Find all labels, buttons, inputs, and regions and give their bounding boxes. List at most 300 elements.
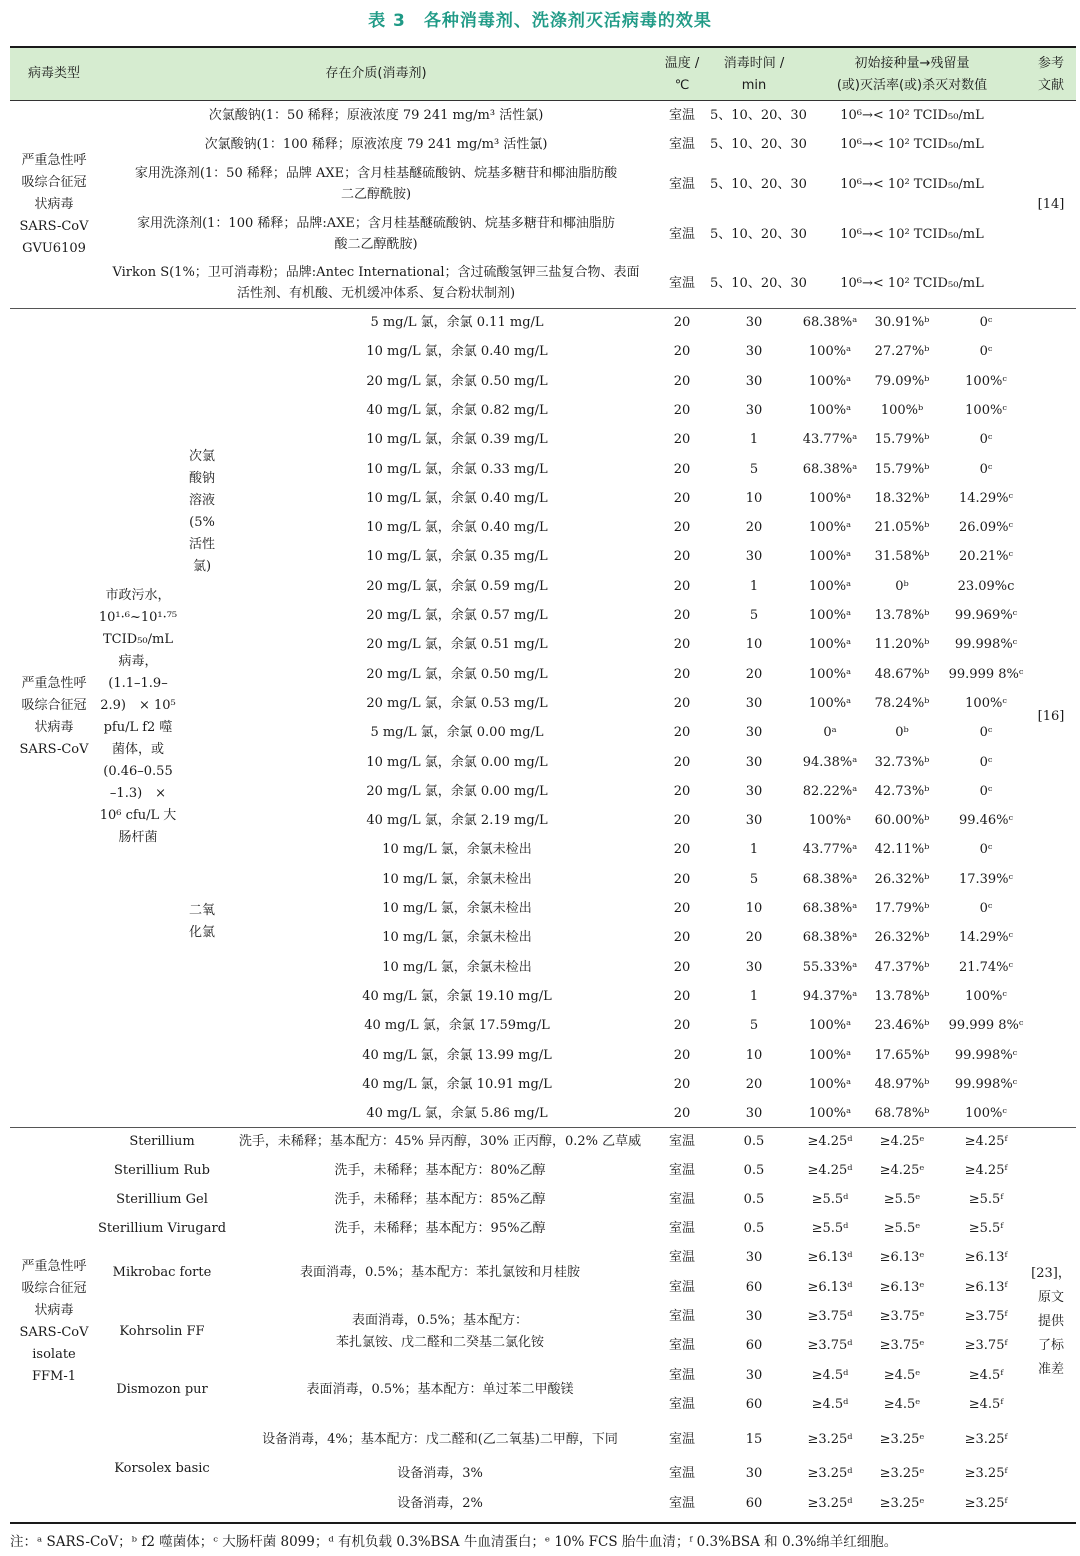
temperature-cell: 20	[673, 549, 691, 564]
time-cell: 30	[745, 344, 763, 359]
header-time-line2: min	[741, 78, 767, 93]
medium-cell: 20 mg/L 氯，余氯 0.50 mg/L	[366, 667, 548, 682]
temperature-cell: 20	[673, 901, 691, 916]
result-cell: 100%ᵃ	[808, 1106, 852, 1121]
medium-description: 2.9) × 10⁵	[100, 698, 176, 713]
result-cell: 94.37%ᵃ	[802, 989, 858, 1004]
result-cell: 23.46%ᵇ	[874, 1018, 930, 1033]
time-cell: 20	[745, 520, 763, 535]
time-cell: 20	[745, 930, 763, 945]
time-cell: 30	[745, 960, 763, 975]
time-cell: 5、10、20、30	[710, 177, 807, 192]
medium-cell: 10 mg/L 氯，余氯未检出	[382, 872, 532, 887]
disinfectant-label: 化氯	[188, 925, 215, 940]
medium-cell: 40 mg/L 氯，余氯 0.82 mg/L	[366, 403, 548, 418]
medium-cell: 20 mg/L 氯，余氯 0.00 mg/L	[366, 784, 548, 799]
result-cell: 0ᶜ	[979, 725, 993, 740]
product-name: Mikrobac forte	[112, 1265, 212, 1280]
disinfectant-label: 二氧	[188, 903, 215, 918]
result-cell: 100%ᵃ	[808, 491, 852, 506]
result-cell: ≥6.13ᵉ	[879, 1250, 925, 1265]
result-cell: 15.79%ᵇ	[874, 462, 930, 477]
reference-cell: 原文	[1037, 1290, 1064, 1305]
result-cell: 11.20%ᵇ	[874, 637, 930, 652]
time-cell: 1	[749, 432, 759, 447]
medium-cell: 酸二乙醇酰胺)	[334, 237, 418, 252]
temperature-cell: 室温	[668, 177, 695, 192]
medium-cell: 次氯酸钠(1：100 稀释；原液浓度 79 241 mg/m³ 活性氯)	[204, 137, 548, 152]
medium-description: 市政污水，	[105, 588, 171, 603]
time-cell: 60	[745, 1397, 763, 1412]
time-cell: 30	[745, 784, 763, 799]
time-cell: 5	[749, 872, 759, 887]
temperature-cell: 室温	[668, 1338, 695, 1353]
medium-description: –1.3) ×	[109, 786, 167, 801]
medium-description: TCID₅₀/mL	[103, 632, 173, 647]
medium-cell: 次氯酸钠(1：50 稀释；原液浓度 79 241 mg/m³ 活性氯)	[208, 108, 544, 123]
product-name: Kohrsolin FF	[119, 1324, 205, 1339]
result-cell: 0ᶜ	[979, 842, 993, 857]
result-cell: 20.21%ᶜ	[958, 549, 1014, 564]
result-cell: ≥4.5ᵈ	[811, 1397, 849, 1412]
medium-cell: 10 mg/L 氯，余氯 0.39 mg/L	[366, 432, 548, 447]
result-cell: ≥6.13ᵉ	[879, 1280, 925, 1295]
result-cell: 99.998%ᶜ	[954, 637, 1018, 652]
temperature-cell: 20	[673, 344, 691, 359]
temperature-cell: 室温	[668, 227, 695, 242]
temperature-cell: 室温	[668, 1368, 695, 1383]
virus-type-label: 吸综合征冠	[21, 698, 87, 713]
time-cell: 30	[745, 403, 763, 418]
result-cell: 68.38%ᵃ	[802, 901, 858, 916]
time-cell: 0.5	[743, 1192, 765, 1207]
temperature-cell: 室温	[668, 1309, 695, 1324]
result-cell: ≥3.25ᵉ	[879, 1466, 925, 1481]
result-cell: ≥3.25ᵉ	[879, 1496, 925, 1511]
result-cell: 55.33%ᵃ	[802, 960, 858, 975]
group-separator	[10, 1127, 1076, 1128]
temperature-cell: 室温	[668, 1397, 695, 1412]
result-cell: ≥4.25ᵈ	[807, 1134, 853, 1149]
reference-cell: 准差	[1037, 1362, 1064, 1377]
result-cell: 10⁶→< 10² TCID₅₀/mL	[840, 227, 984, 242]
virus-type-label: SARS-CoV	[19, 742, 89, 757]
result-cell: 27.27%ᵇ	[874, 344, 930, 359]
result-cell: 68.78%ᵇ	[874, 1106, 930, 1121]
result-cell: ≥3.75ᵉ	[879, 1309, 925, 1324]
medium-cell: 10 mg/L 氯，余氯 0.40 mg/L	[366, 491, 548, 506]
temperature-cell: 20	[673, 374, 691, 389]
result-cell: 10⁶→< 10² TCID₅₀/mL	[840, 276, 984, 291]
result-cell: 18.32%ᵇ	[874, 491, 930, 506]
result-cell: 68.38%ᵃ	[802, 872, 858, 887]
result-cell: 0ᶜ	[979, 344, 993, 359]
medium-description: 10¹·⁶~10¹·⁷⁵	[98, 610, 178, 625]
product-name: Sterillium	[129, 1134, 195, 1149]
time-cell: 0.5	[743, 1134, 765, 1149]
medium-cell: 10 mg/L 氯，余氯 0.33 mg/L	[366, 462, 548, 477]
time-cell: 30	[745, 1106, 763, 1121]
medium-cell: 洗手，未稀释；基本配方：80%乙醇	[334, 1163, 546, 1178]
result-cell: 99.998%ᶜ	[954, 1048, 1018, 1063]
medium-description: 病毒，	[118, 654, 158, 669]
result-cell: 100%ᵃ	[808, 1077, 852, 1092]
virus-type-label: 吸综合征冠	[21, 175, 87, 190]
bottom-rule	[10, 1522, 1076, 1524]
time-cell: 0.5	[743, 1163, 765, 1178]
result-cell: ≥3.25ᵈ	[807, 1432, 853, 1447]
temperature-cell: 20	[673, 1048, 691, 1063]
medium-cell: Virkon S(1%；卫可消毒粉；品牌:Antec International；含过硫酸氢钾三盐复合物、表面	[112, 265, 640, 280]
medium-cell: 10 mg/L 氯，余氯 0.40 mg/L	[366, 520, 548, 535]
time-cell: 20	[745, 1077, 763, 1092]
time-cell: 60	[745, 1338, 763, 1353]
medium-cell: 20 mg/L 氯，余氯 0.53 mg/L	[366, 696, 548, 711]
temperature-cell: 室温	[668, 1134, 695, 1149]
result-cell: 42.11%ᵇ	[874, 842, 930, 857]
reference-cell: [14]	[1037, 197, 1065, 212]
result-cell: ≥4.5ᵉ	[883, 1368, 921, 1383]
medium-cell: 10 mg/L 氯，余氯未检出	[382, 842, 532, 857]
result-cell: 100%ᶜ	[965, 403, 1007, 418]
result-cell: 100%ᵃ	[808, 579, 852, 594]
medium-cell: 10 mg/L 氯，余氯 0.35 mg/L	[366, 549, 548, 564]
temperature-cell: 20	[673, 579, 691, 594]
temperature-cell: 20	[673, 696, 691, 711]
temperature-cell: 20	[673, 315, 691, 330]
result-cell: 100%ᵃ	[808, 344, 852, 359]
result-cell: ≥4.25ᵉ	[879, 1163, 925, 1178]
disinfectant-label: 活性	[188, 537, 215, 552]
temperature-cell: 20	[673, 1077, 691, 1092]
result-cell: 26.09%ᶜ	[958, 520, 1014, 535]
medium-cell: 40 mg/L 氯，余氯 19.10 mg/L	[362, 989, 552, 1004]
result-cell: 31.58%ᵇ	[874, 549, 930, 564]
time-cell: 30	[745, 549, 763, 564]
result-cell: ≥3.25ᶠ	[964, 1496, 1008, 1511]
result-cell: 100%ᵃ	[808, 374, 852, 389]
header-ref-line1: 参考	[1037, 56, 1064, 71]
time-cell: 10	[745, 491, 763, 506]
result-cell: 0ᶜ	[979, 432, 993, 447]
time-cell: 5、10、20、30	[710, 227, 807, 242]
medium-cell: 10 mg/L 氯，余氯未检出	[382, 901, 532, 916]
medium-cell: 设备消毒，4%；基本配方：戊二醛和(乙二氧基)二甲醇，下同	[262, 1432, 618, 1447]
time-cell: 10	[745, 901, 763, 916]
virus-type-label: isolate	[32, 1347, 76, 1362]
virus-type-label: GVU6109	[22, 241, 86, 256]
temperature-cell: 20	[673, 637, 691, 652]
medium-cell: 苯扎氯铵、戊二醛和二癸基二氯化铵	[335, 1335, 544, 1350]
result-cell: 68.38%ᵃ	[802, 462, 858, 477]
result-cell: ≥3.75ᶠ	[964, 1338, 1008, 1353]
result-cell: ≥4.25ᵉ	[879, 1134, 925, 1149]
result-cell: ≥4.25ᶠ	[964, 1163, 1008, 1178]
result-cell: 0ᶜ	[979, 755, 993, 770]
virus-type-label: 状病毒	[34, 1303, 74, 1318]
time-cell: 5	[749, 1018, 759, 1033]
result-cell: 68.38%ᵃ	[802, 315, 858, 330]
result-cell: 100%ᶜ	[965, 374, 1007, 389]
result-cell: 32.73%ᵇ	[874, 755, 930, 770]
group-separator	[10, 308, 1076, 309]
time-cell: 1	[749, 989, 759, 1004]
result-cell: ≥4.5ᶠ	[968, 1368, 1004, 1383]
temperature-cell: 室温	[668, 1466, 695, 1481]
result-cell: 79.09%ᵇ	[874, 374, 930, 389]
result-cell: 100%ᵃ	[808, 667, 852, 682]
result-cell: 78.24%ᵇ	[874, 696, 930, 711]
result-cell: 17.39%ᶜ	[958, 872, 1014, 887]
result-cell: 14.29%ᶜ	[958, 491, 1014, 506]
result-cell: ≥3.25ᶠ	[964, 1466, 1008, 1481]
medium-cell: 洗手，未稀释；基本配方：95%乙醇	[334, 1221, 546, 1236]
table-title: 表 3 各种消毒剂、洗涤剂灭活病毒的效果	[368, 11, 712, 31]
product-name: Sterillium Gel	[116, 1192, 208, 1207]
medium-cell: 设备消毒，2%	[397, 1496, 483, 1511]
result-cell: ≥5.5ᵈ	[811, 1192, 849, 1207]
medium-description: 10⁶ cfu/L 大	[99, 808, 177, 823]
temperature-cell: 20	[673, 520, 691, 535]
virus-type-label: 严重急性呼	[21, 1259, 87, 1274]
result-cell: 10⁶→< 10² TCID₅₀/mL	[840, 177, 984, 192]
result-cell: 100%ᵃ	[808, 549, 852, 564]
result-cell: ≥3.75ᵈ	[807, 1338, 853, 1353]
temperature-cell: 室温	[668, 137, 695, 152]
medium-cell: 表面消毒，0.5%；基本配方：单过苯二甲酸镁	[306, 1382, 574, 1397]
time-cell: 5	[749, 608, 759, 623]
result-cell: ≥4.5ᵈ	[811, 1368, 849, 1383]
result-cell: 0ᵃ	[823, 725, 837, 740]
time-cell: 60	[745, 1496, 763, 1511]
time-cell: 30	[745, 1368, 763, 1383]
medium-cell: 40 mg/L 氯，余氯 5.86 mg/L	[366, 1106, 548, 1121]
result-cell: 100%ᶜ	[965, 989, 1007, 1004]
temperature-cell: 20	[673, 725, 691, 740]
medium-cell: 表面消毒，0.5%；基本配方：	[351, 1313, 529, 1328]
disinfectant-label: (5%	[189, 515, 215, 530]
result-cell: 100%ᵃ	[808, 520, 852, 535]
result-cell: ≥5.5ᶠ	[968, 1221, 1004, 1236]
result-cell: 100%ᵃ	[808, 637, 852, 652]
result-cell: 0ᶜ	[979, 901, 993, 916]
result-cell: 99.999 8%ᶜ	[948, 667, 1024, 682]
temperature-cell: 20	[673, 667, 691, 682]
result-cell: 0ᵇ	[895, 725, 909, 740]
virus-type-label: 吸综合征冠	[21, 1281, 87, 1296]
medium-cell: 家用洗涤剂(1：50 稀释；品牌 AXE；含月桂基醚硫酸钠、烷基多糖苷和椰油脂肪酸	[134, 166, 618, 181]
time-cell: 30	[745, 1309, 763, 1324]
temperature-cell: 20	[673, 403, 691, 418]
result-cell: 0ᶜ	[979, 462, 993, 477]
result-cell: 23.09%c	[957, 579, 1015, 594]
medium-cell: 40 mg/L 氯，余氯 2.19 mg/L	[366, 813, 548, 828]
result-cell: 0ᶜ	[979, 784, 993, 799]
temperature-cell: 20	[673, 432, 691, 447]
temperature-cell: 室温	[668, 1192, 695, 1207]
medium-cell: 活性剂、有机酸、无机缓冲体系、复合粉状制剂)	[236, 286, 516, 301]
result-cell: ≥5.5ᵈ	[811, 1221, 849, 1236]
result-cell: ≥5.5ᵉ	[883, 1192, 921, 1207]
header-result-line1: 初始接种量→残留量	[854, 56, 970, 71]
reference-cell: 了标	[1037, 1338, 1064, 1353]
result-cell: 13.78%ᵇ	[874, 608, 930, 623]
header-time-line1: 消毒时间 /	[723, 56, 785, 71]
medium-cell: 40 mg/L 氯，余氯 13.99 mg/L	[362, 1048, 552, 1063]
virus-type-label: 状病毒	[34, 720, 74, 735]
result-cell: ≥3.75ᶠ	[964, 1309, 1008, 1324]
temperature-cell: 20	[673, 462, 691, 477]
result-cell: 17.65%ᵇ	[874, 1048, 930, 1063]
result-cell: ≥3.25ᵈ	[807, 1496, 853, 1511]
temperature-cell: 20	[673, 960, 691, 975]
temperature-cell: 室温	[668, 1221, 695, 1236]
virus-type-label: 严重急性呼	[21, 153, 87, 168]
result-cell: 21.05%ᵇ	[874, 520, 930, 535]
medium-cell: 洗手，未稀释；基本配方：45% 异丙醇，30% 正丙醇，0.2% 乙草威	[238, 1134, 642, 1149]
result-cell: 100%ᵃ	[808, 608, 852, 623]
result-cell: 14.29%ᶜ	[958, 930, 1014, 945]
time-cell: 30	[745, 813, 763, 828]
product-name: Sterillium Rub	[114, 1163, 210, 1178]
header-rule	[10, 100, 1076, 101]
time-cell: 5	[749, 462, 759, 477]
temperature-cell: 20	[673, 755, 691, 770]
time-cell: 30	[745, 725, 763, 740]
medium-cell: 20 mg/L 氯，余氯 0.51 mg/L	[366, 637, 548, 652]
temperature-cell: 20	[673, 608, 691, 623]
medium-cell: 10 mg/L 氯，余氯未检出	[382, 930, 532, 945]
result-cell: 99.969%ᶜ	[954, 608, 1018, 623]
temperature-cell: 室温	[668, 108, 695, 123]
medium-cell: 10 mg/L 氯，余氯 0.40 mg/L	[366, 344, 548, 359]
result-cell: 60.00%ᵇ	[874, 813, 930, 828]
medium-description: (0.46–0.55	[103, 764, 173, 779]
temperature-cell: 室温	[668, 276, 695, 291]
header-medium: 存在介质(消毒剂)	[325, 66, 427, 81]
time-cell: 30	[745, 315, 763, 330]
reference-cell: 提供	[1037, 1314, 1064, 1329]
temperature-cell: 室温	[668, 1432, 695, 1447]
result-cell: 17.79%ᵇ	[874, 901, 930, 916]
medium-description: 肠杆菌	[118, 830, 158, 845]
virus-type-label: SARS-CoV	[19, 1325, 89, 1340]
medium-cell: 5 mg/L 氯，余氯 0.11 mg/L	[370, 315, 544, 330]
result-cell: 43.77%ᵃ	[802, 432, 858, 447]
result-cell: ≥4.5ᵉ	[883, 1397, 921, 1412]
header-ref-line2: 文献	[1037, 78, 1064, 93]
virus-type-label: 严重急性呼	[21, 676, 87, 691]
time-cell: 15	[745, 1432, 763, 1447]
time-cell: 30	[745, 1466, 763, 1481]
medium-cell: 10 mg/L 氯，余氯 0.00 mg/L	[366, 755, 548, 770]
result-cell: 82.22%ᵃ	[802, 784, 858, 799]
result-cell: 43.77%ᵃ	[802, 842, 858, 857]
header-temp-line1: 温度 /	[664, 56, 700, 71]
result-cell: 99.46%ᶜ	[958, 813, 1014, 828]
result-cell: ≥3.25ᶠ	[964, 1432, 1008, 1447]
result-cell: 10⁶→< 10² TCID₅₀/mL	[840, 108, 984, 123]
temperature-cell: 20	[673, 872, 691, 887]
reference-cell: [16]	[1037, 709, 1065, 724]
temperature-cell: 20	[673, 1018, 691, 1033]
result-cell: 100%ᵃ	[808, 1048, 852, 1063]
result-cell: ≥4.25ᶠ	[964, 1134, 1008, 1149]
time-cell: 10	[745, 1048, 763, 1063]
product-name: Sterillium Virugard	[98, 1221, 227, 1236]
time-cell: 5、10、20、30	[710, 108, 807, 123]
result-cell: ≥3.25ᵉ	[879, 1432, 925, 1447]
result-cell: ≥6.13ᶠ	[964, 1280, 1008, 1295]
virus-type-label: 状病毒	[34, 197, 74, 212]
time-cell: 30	[745, 696, 763, 711]
medium-cell: 20 mg/L 氯，余氯 0.59 mg/L	[366, 579, 548, 594]
result-cell: 21.74%ᶜ	[958, 960, 1014, 975]
result-cell: 0ᵇ	[895, 579, 909, 594]
time-cell: 0.5	[743, 1221, 765, 1236]
header-virus: 病毒类型	[27, 66, 80, 81]
result-cell: 99.999 8%ᶜ	[948, 1018, 1024, 1033]
time-cell: 5、10、20、30	[710, 276, 807, 291]
result-cell: 26.32%ᵇ	[874, 930, 930, 945]
medium-description: 菌体，或	[111, 742, 164, 757]
result-cell: ≥5.5ᶠ	[968, 1192, 1004, 1207]
footnote: 注：ᵃ SARS-CoV；ᵇ f2 噬菌体；ᶜ 大肠杆菌 8099；ᵈ 有机负载 0.3%BSA 牛血清蛋白；ᵉ 10% FCS 胎牛血清；ᶠ 0.3%BSA 和 0.3%绵羊红细胞。	[10, 1534, 898, 1550]
result-cell: 0ᶜ	[979, 315, 993, 330]
time-cell: 30	[745, 374, 763, 389]
result-cell: 100%ᵇ	[880, 403, 924, 418]
result-cell: 100%ᵃ	[808, 403, 852, 418]
medium-cell: 二乙醇酰胺)	[340, 187, 412, 202]
result-cell: ≥3.75ᵉ	[879, 1338, 925, 1353]
result-cell: 68.38%ᵃ	[802, 930, 858, 945]
medium-cell: 20 mg/L 氯，余氯 0.50 mg/L	[366, 374, 548, 389]
temperature-cell: 20	[673, 989, 691, 1004]
temperature-cell: 室温	[668, 1496, 695, 1511]
result-cell: 15.79%ᵇ	[874, 432, 930, 447]
result-cell: 30.91%ᵇ	[874, 315, 930, 330]
time-cell: 1	[749, 842, 759, 857]
result-cell: 42.73%ᵇ	[874, 784, 930, 799]
disinfectant-label: 酸钠	[188, 471, 215, 486]
medium-description: pfu/L f2 噬	[103, 720, 173, 735]
result-cell: 48.67%ᵇ	[874, 667, 930, 682]
result-cell: ≥6.13ᵈ	[807, 1280, 853, 1295]
disinfectant-label: 氯)	[192, 559, 212, 574]
result-cell: 100%ᶜ	[965, 696, 1007, 711]
result-cell: ≥5.5ᵉ	[883, 1221, 921, 1236]
result-cell: ≥3.25ᵈ	[807, 1466, 853, 1481]
medium-cell: 洗手，未稀释；基本配方：85%乙醇	[334, 1192, 546, 1207]
time-cell: 30	[745, 755, 763, 770]
temperature-cell: 20	[673, 930, 691, 945]
time-cell: 5、10、20、30	[710, 137, 807, 152]
temperature-cell: 20	[673, 491, 691, 506]
medium-cell: 表面消毒，0.5%；基本配方：苯扎氯铵和月桂胺	[299, 1265, 581, 1280]
medium-cell: 40 mg/L 氯，余氯 17.59mg/L	[364, 1018, 550, 1033]
result-cell: 13.78%ᵇ	[874, 989, 930, 1004]
result-cell: ≥6.13ᶠ	[964, 1250, 1008, 1265]
temperature-cell: 室温	[668, 1163, 695, 1178]
result-cell: 100%ᵃ	[808, 813, 852, 828]
header-temp-line2: ℃	[674, 78, 690, 93]
temperature-cell: 20	[673, 813, 691, 828]
time-cell: 60	[745, 1280, 763, 1295]
result-cell: ≥6.13ᵈ	[807, 1250, 853, 1265]
time-cell: 10	[745, 637, 763, 652]
top-rule	[10, 46, 1076, 48]
temperature-cell: 20	[673, 784, 691, 799]
